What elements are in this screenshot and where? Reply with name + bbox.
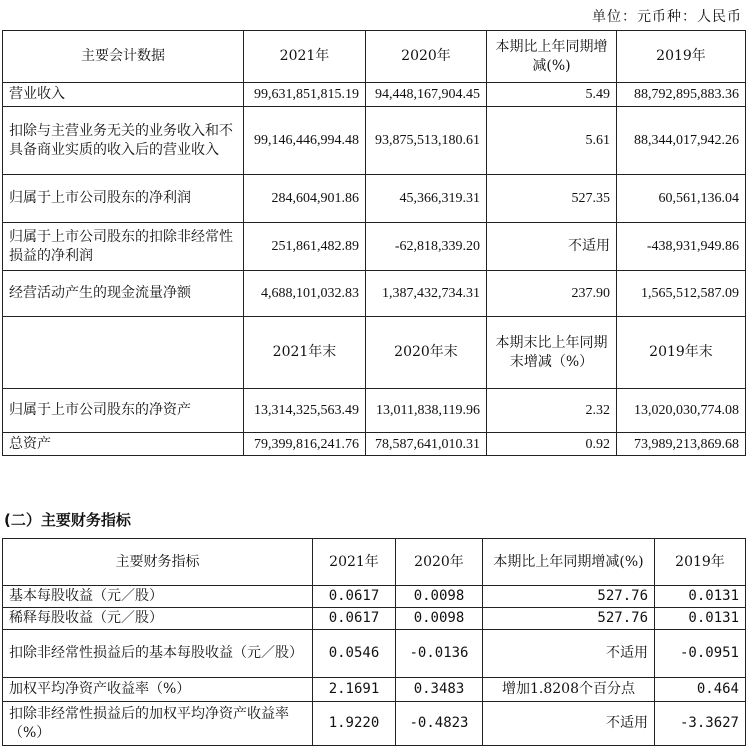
value-2019: 1,565,512,587.09 — [617, 271, 746, 317]
subheader-2020-end: 2020年末 — [366, 317, 487, 389]
value-2020: -0.0136 — [396, 630, 483, 678]
row-label: 稀释每股收益（元／股） — [3, 608, 313, 630]
value-2021: 2.1691 — [313, 678, 396, 702]
value-2019: 0.464 — [655, 678, 746, 702]
table-row — [3, 271, 746, 317]
value-2019: 88,792,895,883.36 — [617, 83, 746, 107]
value-2021: 4,688,101,032.83 — [244, 271, 366, 317]
header-account-item: 主要会计数据 — [3, 31, 244, 83]
row-label: 经营活动产生的现金流量净额 — [3, 271, 244, 317]
value-2021: 0.0617 — [313, 608, 396, 630]
value-change: 5.49 — [487, 83, 617, 107]
value-2021: 99,631,851,815.19 — [244, 83, 366, 107]
value-2021: 0.0617 — [313, 586, 396, 608]
currency-unit-note: 单位：元币种：人民币 — [592, 9, 742, 25]
value-change: 0.92 — [487, 433, 617, 456]
row-label: 归属于上市公司股东的扣除非经常性损益的净利润 — [3, 223, 244, 271]
value-2020: 0.0098 — [396, 608, 483, 630]
row-label: 归属于上市公司股东的净利润 — [3, 175, 244, 223]
value-2020: 0.3483 — [396, 678, 483, 702]
row-label: 基本每股收益（元／股） — [3, 586, 313, 608]
value-change: 237.90 — [487, 271, 617, 317]
table-row — [3, 608, 746, 630]
row-label: 扣除非经常性损益后的加权平均净资产收益率（%） — [3, 702, 313, 746]
header-change: 本期比上年同期增减(%) — [483, 539, 655, 586]
value-2021: 284,604,901.86 — [244, 175, 366, 223]
value-2019: 0.0131 — [655, 608, 746, 630]
table2-header-row — [3, 539, 746, 586]
header-change: 本期比上年同期增减(%) — [487, 31, 617, 83]
value-change: 5.61 — [487, 107, 617, 175]
value-2020: 13,011,838,119.96 — [366, 389, 487, 433]
header-2019: 2019年 — [655, 539, 746, 586]
value-change: 不适用 — [487, 223, 617, 271]
row-label: 总资产 — [3, 433, 244, 456]
table-row — [3, 83, 746, 107]
value-change: 2.32 — [487, 389, 617, 433]
table-row — [3, 433, 746, 456]
subheader-2021-end: 2021年末 — [244, 317, 366, 389]
value-2021: 13,314,325,563.49 — [244, 389, 366, 433]
table-row — [3, 702, 746, 746]
key-financial-indicators-table — [2, 538, 746, 746]
header-2020: 2020年 — [366, 31, 487, 83]
row-label: 扣除与主营业务无关的业务收入和不具备商业实质的收入后的营业收入 — [3, 107, 244, 175]
row-label: 归属于上市公司股东的净资产 — [3, 389, 244, 433]
header-2021: 2021年 — [313, 539, 396, 586]
header-2021: 2021年 — [244, 31, 366, 83]
value-2021: 0.0546 — [313, 630, 396, 678]
header-indicator: 主要财务指标 — [3, 539, 313, 586]
value-change: 527.76 — [483, 586, 655, 608]
value-2020: 1,387,432,734.31 — [366, 271, 487, 317]
subheader-blank — [3, 317, 244, 389]
value-change: 不适用 — [483, 630, 655, 678]
value-2019: 88,344,017,942.26 — [617, 107, 746, 175]
subheader-2019-end: 2019年末 — [617, 317, 746, 389]
value-2021: 79,399,816,241.76 — [244, 433, 366, 456]
value-2019: -0.0951 — [655, 630, 746, 678]
value-2020: 93,875,513,180.61 — [366, 107, 487, 175]
value-2020: 94,448,167,904.45 — [366, 83, 487, 107]
table1-subheader-row — [3, 317, 746, 389]
table-row — [3, 223, 746, 271]
value-2020: -0.4823 — [396, 702, 483, 746]
table-row — [3, 175, 746, 223]
value-2021: 1.9220 — [313, 702, 396, 746]
value-2019: 60,561,136.04 — [617, 175, 746, 223]
row-label: 营业收入 — [3, 83, 244, 107]
value-change: 527.35 — [487, 175, 617, 223]
header-2020: 2020年 — [396, 539, 483, 586]
table-row — [3, 586, 746, 608]
value-2019: 73,989,213,869.68 — [617, 433, 746, 456]
value-change: 增加1.8208个百分点 — [483, 678, 655, 702]
table-row — [3, 678, 746, 702]
value-2019: -3.3627 — [655, 702, 746, 746]
value-2021: 251,861,482.89 — [244, 223, 366, 271]
value-2021: 99,146,446,994.48 — [244, 107, 366, 175]
table-row — [3, 389, 746, 433]
value-2020: 45,366,319.31 — [366, 175, 487, 223]
value-change: 不适用 — [483, 702, 655, 746]
header-2019: 2019年 — [617, 31, 746, 83]
value-2020: 78,587,641,010.31 — [366, 433, 487, 456]
row-label: 加权平均净资产收益率（%） — [3, 678, 313, 702]
value-2019: 13,020,030,774.08 — [617, 389, 746, 433]
table1-header-row — [3, 31, 746, 83]
row-label: 扣除非经常性损益后的基本每股收益（元／股） — [3, 630, 313, 678]
value-2019: -438,931,949.86 — [617, 223, 746, 271]
key-accounting-data-table — [2, 30, 746, 456]
value-2020: 0.0098 — [396, 586, 483, 608]
value-2019: 0.0131 — [655, 586, 746, 608]
value-2020: -62,818,339.20 — [366, 223, 487, 271]
section-title-financial-indicators: (二）主要财务指标 — [4, 511, 131, 529]
subheader-change: 本期末比上年同期末增减（%） — [487, 317, 617, 389]
table-row — [3, 630, 746, 678]
table-row — [3, 107, 746, 175]
value-change: 527.76 — [483, 608, 655, 630]
